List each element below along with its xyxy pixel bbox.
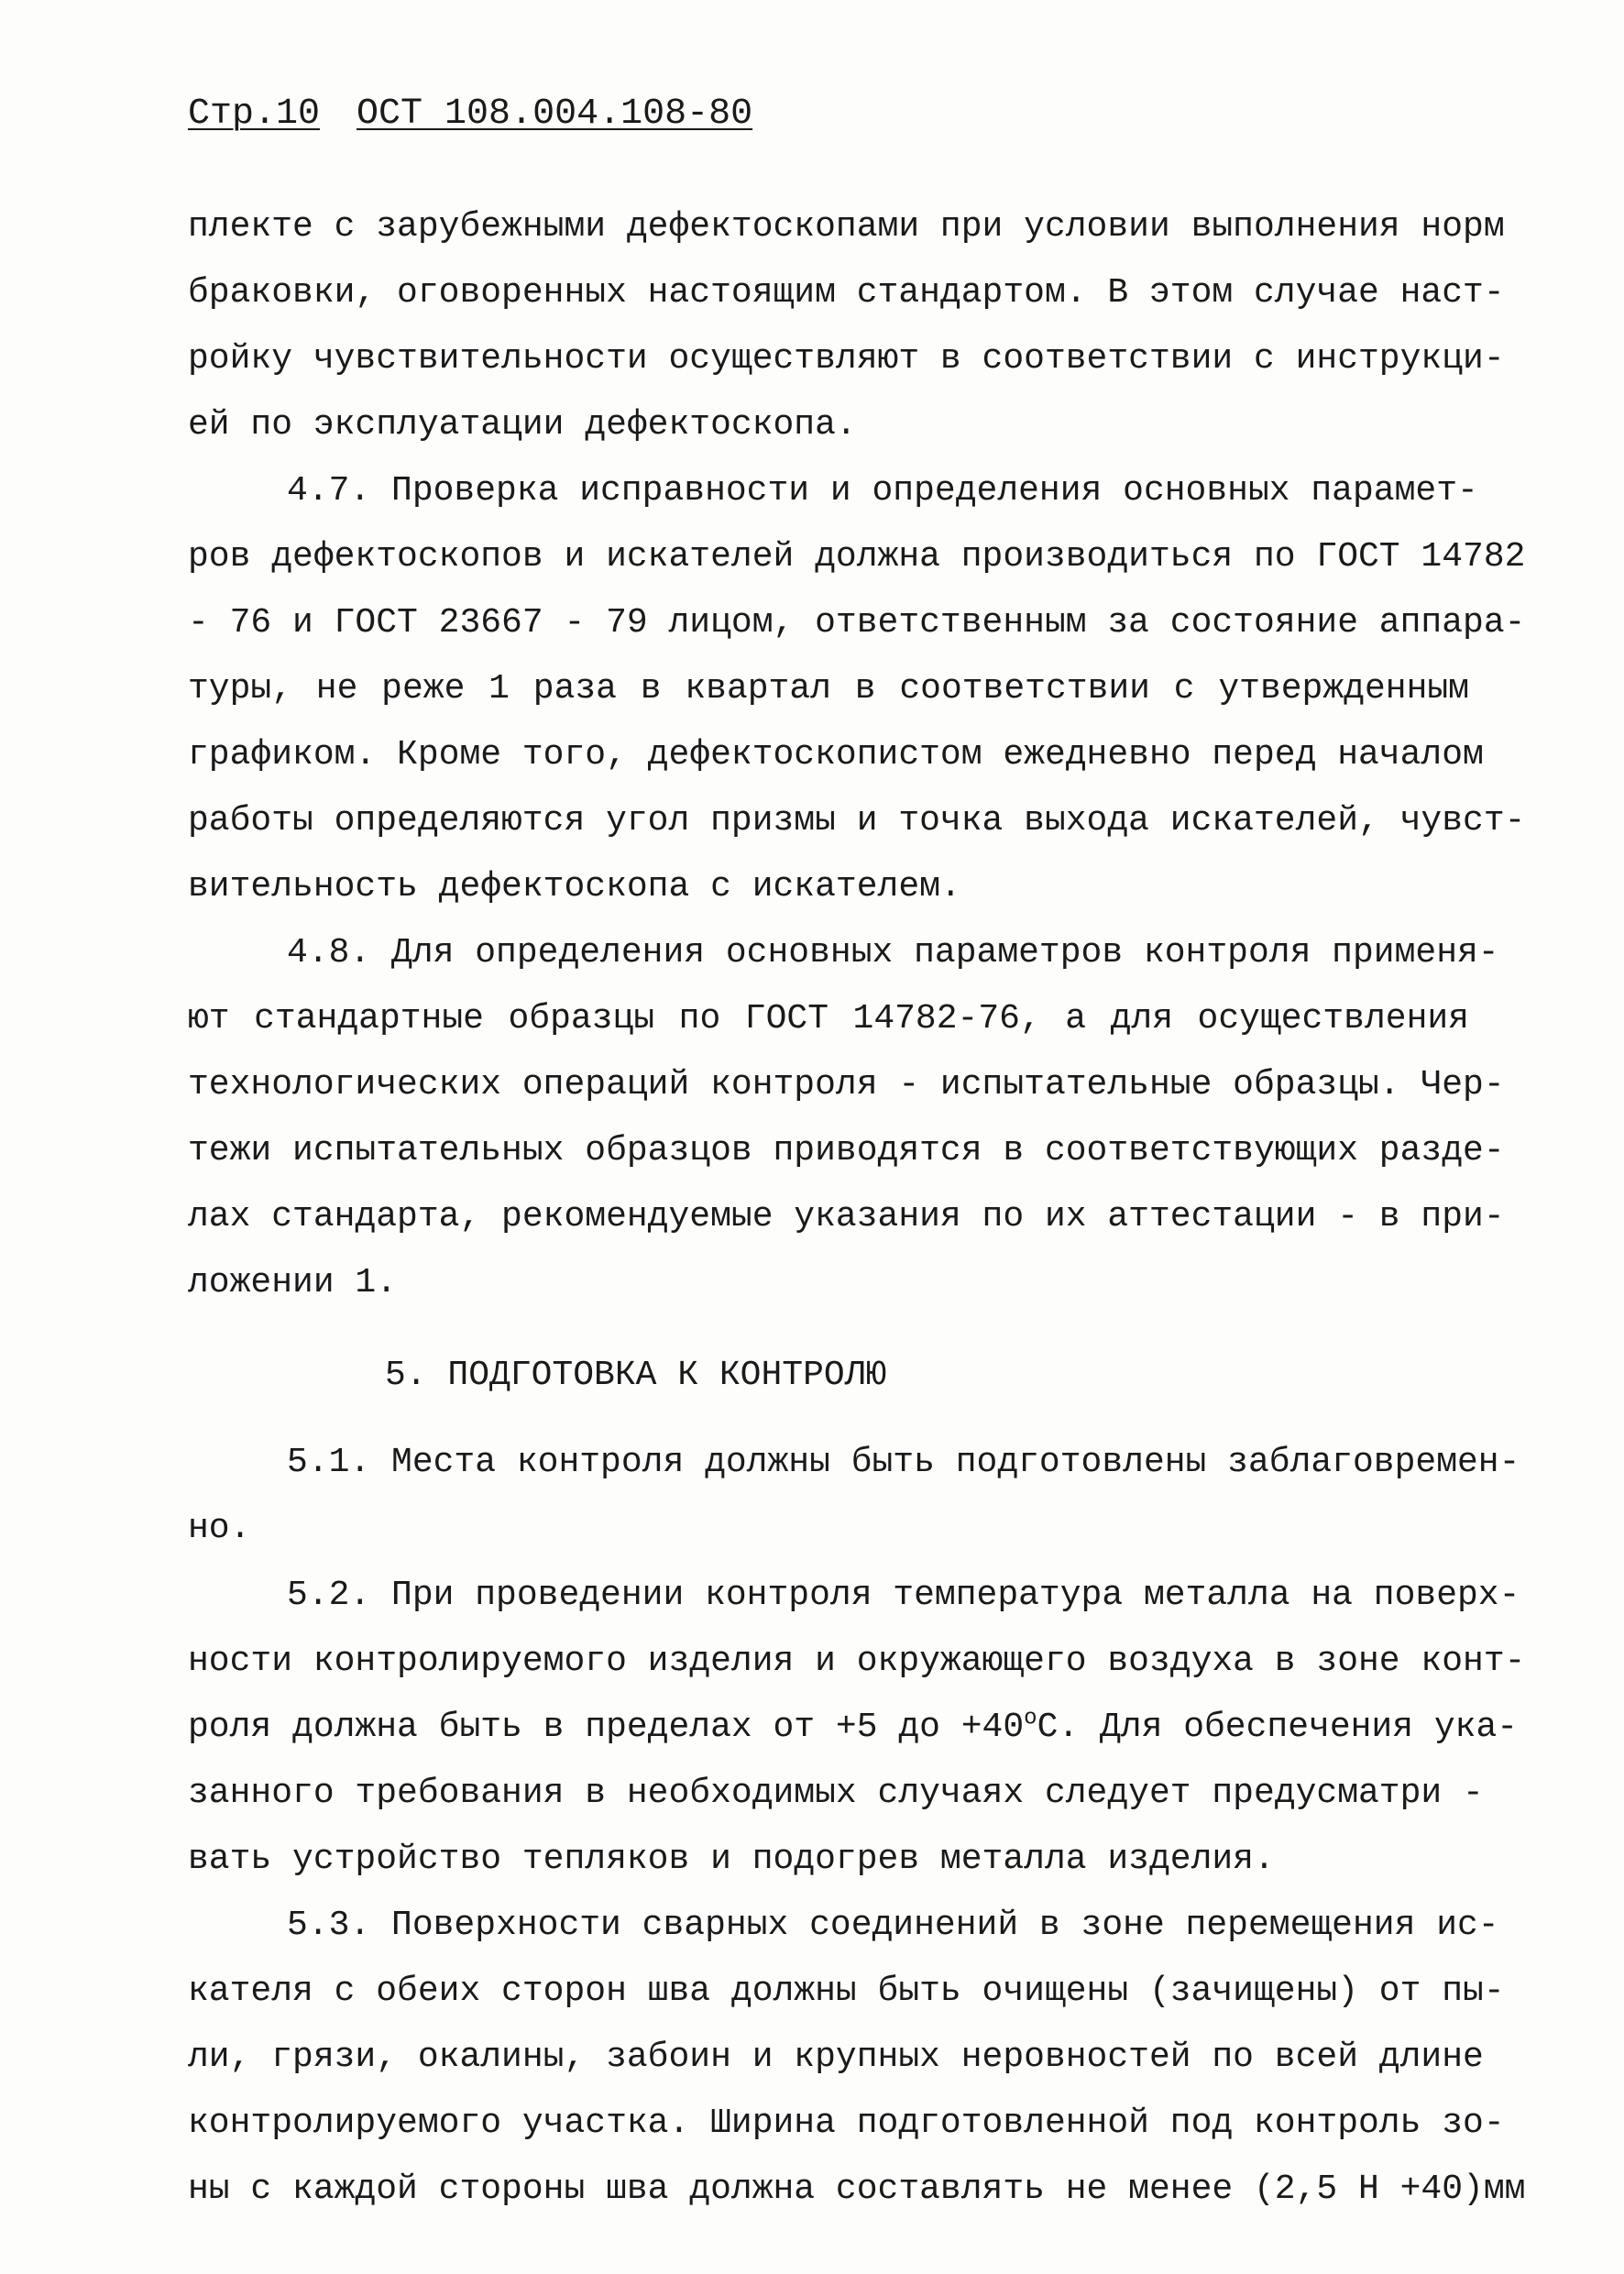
text-line: графиком. Кроме того, дефектоскопистом ежедневно перед началом bbox=[188, 735, 1484, 774]
page-header bbox=[188, 92, 752, 137]
section-heading: 5. ПОДГОТОВКА К КОНТРОЛЮ bbox=[385, 1356, 887, 1395]
text-line: ли, грязи, окалины, забоин и крупных неровностей по всей длине bbox=[188, 2038, 1484, 2077]
text-line bbox=[188, 1695, 1519, 1761]
text-fragment: роля должна быть в пределах от +5 до +40 bbox=[188, 1708, 1025, 1747]
text-line: 5.1. Места контроля должны быть подготовлены заблаговремен- bbox=[287, 1443, 1520, 1482]
text-fragment: С. Для обеспечения ука- bbox=[1037, 1708, 1519, 1747]
text-line: ют стандартные образцы по ГОСТ 14782-76, а для осуществления bbox=[188, 999, 1469, 1038]
text-line: но. bbox=[188, 1509, 251, 1548]
text-line: контролируемого участка. Ширина подготовленной под контроль зо- bbox=[188, 2104, 1505, 2143]
text-line: браковки, оговоренных настоящим стандартом. В этом случае наст- bbox=[188, 273, 1505, 313]
text-line: ны с каждой стороны шва должна составлять не менее (2,5 Н +40)мм bbox=[188, 2170, 1526, 2209]
text-line: вать устройство тепляков и подогрев металла изделия. bbox=[188, 1840, 1275, 1879]
paragraph-5-2 bbox=[188, 1563, 1526, 1893]
text-line: ложении 1. bbox=[188, 1263, 398, 1302]
paragraph-5-1 bbox=[188, 1430, 1520, 1562]
text-line: работы определяются угол призмы и точка выхода искателей, чувст- bbox=[188, 801, 1526, 840]
paragraph-4-8 bbox=[188, 920, 1505, 1316]
page-number: Стр.10 bbox=[188, 93, 321, 135]
text-line: вительность дефектоскопа с искателем. bbox=[188, 867, 961, 906]
paragraph-5-3 bbox=[188, 1893, 1526, 2223]
text-line: кателя с обеих сторон шва должны быть очищены (зачищены) от пы- bbox=[188, 1972, 1505, 2011]
text-line: - 76 и ГОСТ 23667 - 79 лицом, ответственным за состояние аппара- bbox=[188, 603, 1526, 643]
text-line: 4.7. Проверка исправности и определения основных парамет- bbox=[287, 471, 1478, 511]
text-line: плекте с зарубежными дефектоскопами при условии выполнения норм bbox=[188, 207, 1505, 247]
text-line: ров дефектоскопов и искателей должна производиться по ГОСТ 14782 bbox=[188, 537, 1526, 577]
text-line: занного требования в необходимых случаях следует предусматри - bbox=[188, 1774, 1484, 1813]
text-line: ройку чувствительности осуществляют в соответствии с инструкци- bbox=[188, 339, 1505, 379]
text-line: технологических операций контроля - испытательные образцы. Чер- bbox=[188, 1065, 1505, 1104]
text-line: 4.8. Для определения основных параметров контроля применя- bbox=[287, 933, 1499, 972]
text-line: ности контролируемого изделия и окружающего воздуха в зоне конт- bbox=[188, 1642, 1526, 1681]
text-line: тежи испытательных образцов приводятся в соответствующих разде- bbox=[188, 1131, 1505, 1170]
standard-code: ОСТ 108.004.108-80 bbox=[357, 93, 753, 135]
text-line: туры, не реже 1 раза в квартал в соответствии с утвержденным bbox=[188, 669, 1469, 709]
text-line: 5.3. Поверхности сварных соединений в зоне перемещения ис- bbox=[287, 1906, 1499, 1945]
text-line: ей по эксплуатации дефектоскопа. bbox=[188, 405, 857, 445]
degree-sign: о bbox=[1024, 1706, 1037, 1731]
paragraph-4-7 bbox=[188, 458, 1526, 920]
text-line: 5.2. При проведении контроля температура металла на поверх- bbox=[287, 1576, 1520, 1615]
paragraph-continuation bbox=[188, 194, 1505, 458]
text-line: лах стандарта, рекомендуемые указания по их аттестации - в при- bbox=[188, 1197, 1505, 1236]
